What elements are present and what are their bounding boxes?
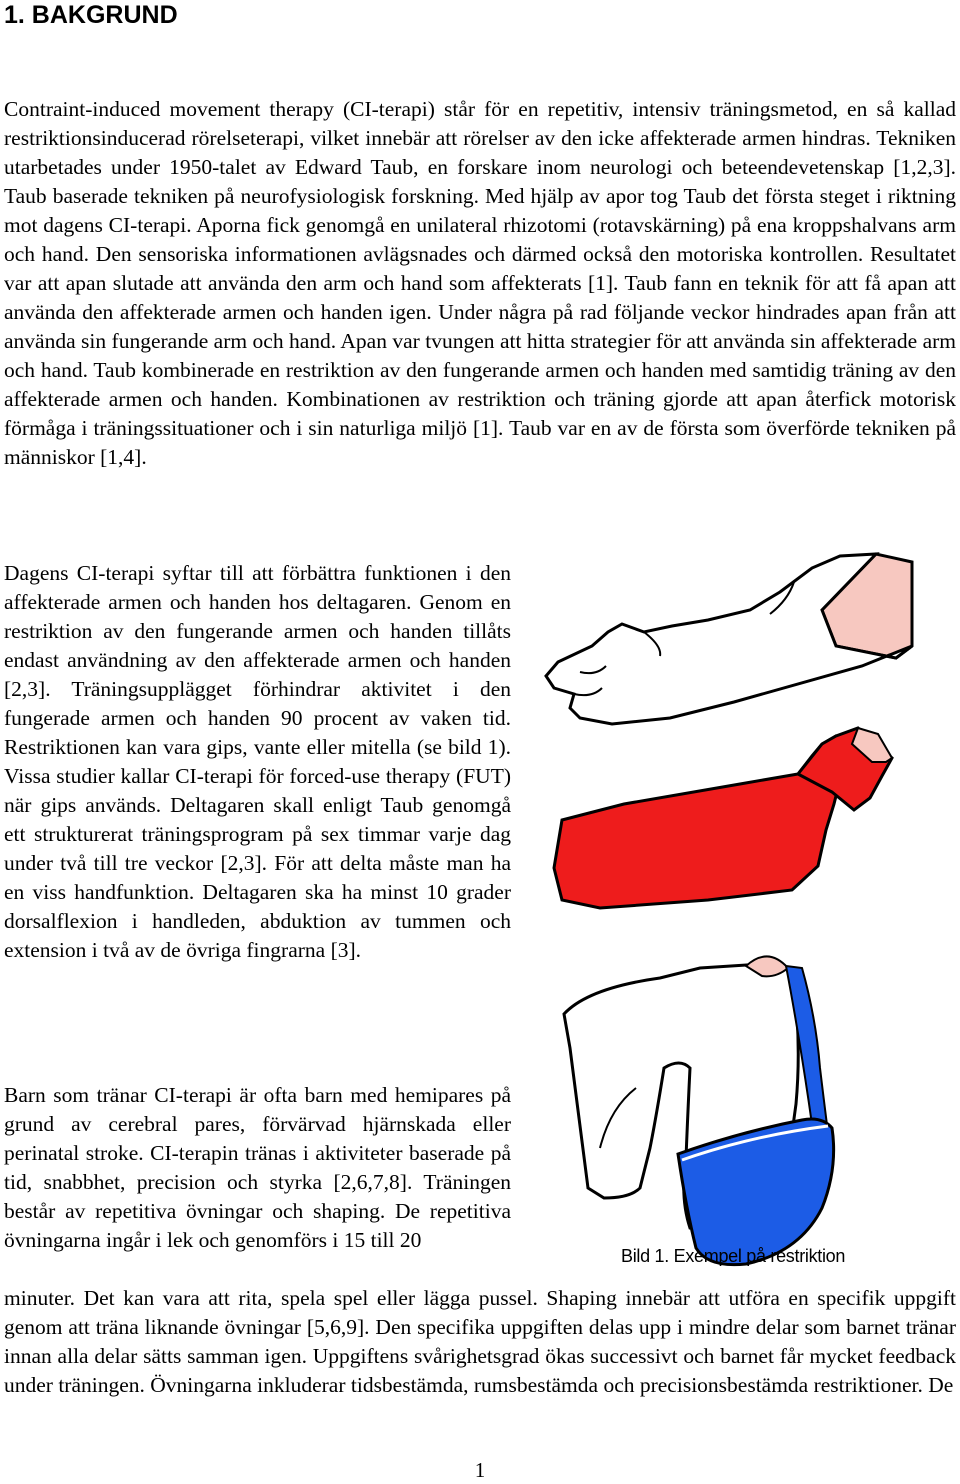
body-paragraph-children: Barn som tränar CI-terapi är ofta barn med hemipares på grund av cerebral pares, förvärvad hjärnskada eller perinatal stroke. CI-terapin tränas i aktiviteter baserade på tid, snabbhet, precision och styrka [2,6,7,8]. Träningen består av repetitiva övningar och shaping. De repetitiva övningarna ingår i lek och genomförs i 15 till 20	[4, 1083, 511, 1252]
body-paragraph-intro: Contraint-induced movement therapy (CI-terapi) står för en repetitiv, intensiv träningsmetod, en så kallad restriktionsinducerad rörelseterapi, vilket innebär att rörelser av den icke affekterade armen hindras. Tekniken utarbetades under 1950-talet av Edward Taub, en forskare inom neurologi och beteendevetenskap [1,2,3]. Taub baserade tekniken på neurofysiologisk forskning. Med hjälp av apor tog Taub det första steget i riktning mot dagens CI-terapi. Aporna fick genomgå en unilateral rhizotomi (rotavskärning) på ena kroppshalvans arm och hand. Den sensoriska informationen avlägsnades och därmed också den motoriska kontrollen. Resultatet var att apan slutade att använda den arm och hand som affekterats [1]. Taub fann en teknik för att få apan att använda den affekterade armen och handen igen. Under några på rad följande veckor hindrades apan från att använda sin fungerande arm och hand. Apan var tvungen att hitta strategier för att använda sin affekterade arm och hand. Taub kombinerade en restriktion av den fungerande armen och handen med samtidig träning av den affekterade armen och handen. Kombinationen av restriktion och träning gjorde att apan återfick motorisk förmåga i träningssituationer och i sin naturliga miljö [1]. Taub var en av de första som överförde tekniken på människor [1,4].	[4, 97, 956, 469]
body-paragraph-shaping: minuter. Det kan vara att rita, spela spel eller lägga pussel. Shaping innebär att utföra en specifik uppgift genom att träna liknande övningar [5,6,9]. Den specifika uppgiften delas upp i mindre delar som barnet tränar innan alla delar sätts samman igen. Uppgiftens svårighetsgrad ökas successivt och barnet får mycket feedback under träningen. Övningarna inkluderar tidsbestämda, rumsbestämda och precisionsbestämda restriktioner. De	[4, 1286, 956, 1397]
figure-caption: Bild 1. Exempel på restriktion	[621, 1246, 846, 1266]
page-number: 1	[474, 1458, 486, 1482]
sling-illustration	[564, 956, 834, 1264]
cast-arm-illustration	[546, 554, 912, 724]
mitten-illustration	[554, 728, 892, 908]
restriction-figure	[540, 548, 960, 1288]
body-paragraph-ci-therapy: Dagens CI-terapi syftar till att förbättra funktionen i den affekterade armen och handen hos deltagaren. Genom en restriktion av den fungerande armen och handen tillåts endast användning av den affekterade armen och handen [2,3]. Träningsupplägget förhindrar aktivitet i den fungerade armen och handen 90 procent av vaken tid. Restriktionen kan vara gips, vante eller mitella (se bild 1). Vissa studier kallar CI-terapi för forced-use therapy (FUT) när gips används. Deltagaren skall enligt Taub genomgå ett strukturerat träningsprogram på sex timmar varje dag under två till tre veckor [2,3]. För att delta måste man ha en viss handfunktion. Deltagaren ska ha minst 10 grader dorsalflexion i handleden, abduktion av tummen och extension i två av de övriga fingrarna [3].	[4, 561, 511, 962]
section-heading: 1. BAKGRUND	[4, 1, 178, 29]
